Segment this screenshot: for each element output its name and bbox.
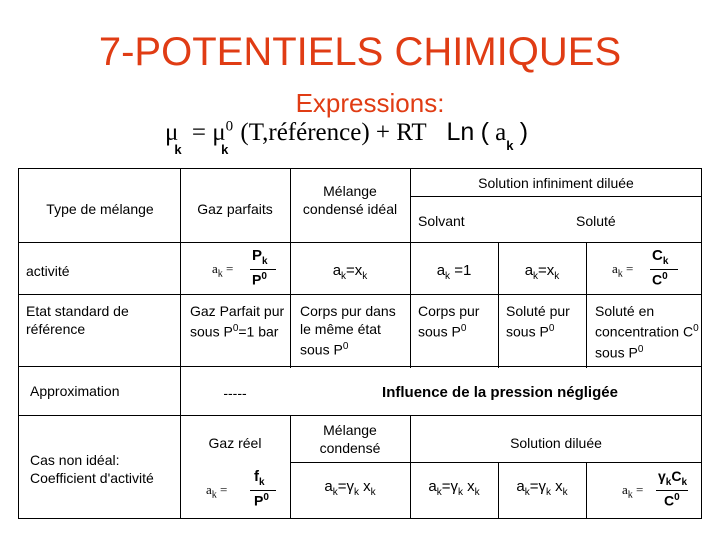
page-subtitle — [0, 88, 720, 119]
col-divider-5 — [586, 242, 587, 368]
etat-row-border — [18, 366, 702, 367]
ln-function: Ln — [446, 118, 475, 146]
mu-subscript: k — [174, 142, 182, 157]
gaz-etat: Gaz Parfait pur sous $P^0=1$ bar — [190, 303, 285, 340]
solute-etat: Soluté pur sous $P^0$ — [506, 303, 570, 340]
col-divider-1 — [180, 168, 181, 519]
approx-text: Influence de la pression négligée — [382, 384, 618, 401]
table-top-border — [18, 168, 702, 169]
col-divider-2 — [290, 168, 291, 368]
solute-activity: $a_k=x_k$ — [524, 262, 560, 282]
mu0-symbol: μ — [212, 119, 226, 146]
chemical-potential-formula — [165, 118, 529, 157]
solute-concentration-formula: $a_k$ = $C_k$ $C^0$ — [612, 247, 697, 291]
row-approx-label: Approximation — [30, 383, 120, 399]
gaz-activity-formula: $a_k$ = $P_k$ $P^0$ — [212, 247, 282, 291]
solute-nonideal: $a_k=\gamma_k$ $x_k$ — [516, 478, 568, 498]
gaz-activity-a: a — [212, 261, 218, 276]
melange-etat: Corps pur dans le même état sous $P^0$ — [300, 303, 396, 358]
table-bottom-border — [18, 518, 702, 519]
activity-subscript: k — [506, 138, 514, 153]
col-divider-3b — [410, 415, 411, 519]
approx-row-border — [18, 415, 702, 416]
solution-diluee-header: Solution diluée — [510, 435, 602, 451]
open-paren: ( — [480, 118, 489, 146]
header-type: Type de mélange — [46, 201, 154, 217]
table-right-border — [701, 168, 702, 519]
col-divider-3 — [410, 168, 411, 368]
col-divider-4 — [498, 242, 499, 368]
gaz-reel-header: Gaz réel — [208, 435, 262, 451]
solution-header-divider — [410, 196, 702, 197]
row-etat-label: Etat standard de référence — [26, 303, 129, 337]
subtitle-text: Expressions: — [295, 88, 445, 118]
col-divider-2b — [290, 415, 291, 519]
header-gaz: Gaz parfaits — [197, 201, 273, 217]
header-melange: Mélange condensé idéal — [302, 183, 398, 217]
close-paren: ) — [519, 118, 529, 146]
col-divider-5b — [586, 462, 587, 519]
gaz-reel-formula: $a_k$ = $f_k$ $P^0$ — [206, 468, 282, 514]
header-solution: Solution infiniment diluée — [478, 175, 634, 191]
mu-symbol: μ — [165, 119, 179, 146]
gaz-activity-den: P — [252, 271, 262, 288]
equals-sign: = — [191, 119, 206, 146]
solute-concentration-nonideal-formula: $a_k$ = $\gamma_kC_k$ $C^0$ — [622, 468, 688, 509]
page-title: 7-POTENTIELS CHIMIQUES — [98, 30, 622, 74]
nonideal-inner-border — [290, 462, 702, 463]
solute-concentration-etat: Soluté en concentration $C^0$ sous $P^0$ — [595, 303, 699, 361]
mu0-superscript: 0 — [225, 118, 234, 135]
col-divider-4b — [498, 462, 499, 519]
gaz-approx: ----- — [223, 385, 247, 401]
solvant-etat: Corps pur sous $P^0$ — [418, 303, 480, 340]
activity-symbol: a — [495, 119, 507, 146]
gaz-activity-num: P — [252, 247, 263, 264]
row-nonideal-label: Cas non idéal: Coefficient d'activité — [30, 452, 154, 486]
mu0-subscript: k — [221, 142, 229, 157]
solvant-nonideal: $a_k=\gamma_k$ $x_k$ — [428, 478, 480, 498]
table-left-border — [18, 168, 19, 519]
row-activite-label: activité — [26, 263, 70, 279]
melange-activity: $a_k=x_k$ — [332, 262, 368, 282]
melange-condense-header: Mélange condensé — [319, 422, 381, 456]
header-solvant: Solvant — [418, 213, 465, 229]
formula-arguments: (T,référence) + RT — [240, 119, 427, 146]
header-solute: Soluté — [576, 213, 616, 229]
solvant-activity: $a_k =1$ — [436, 262, 472, 282]
header-bottom-border — [18, 242, 702, 243]
activity-row-border — [18, 294, 702, 295]
melange-nonideal: $a_k=\gamma_k$ $x_k$ — [324, 478, 376, 498]
